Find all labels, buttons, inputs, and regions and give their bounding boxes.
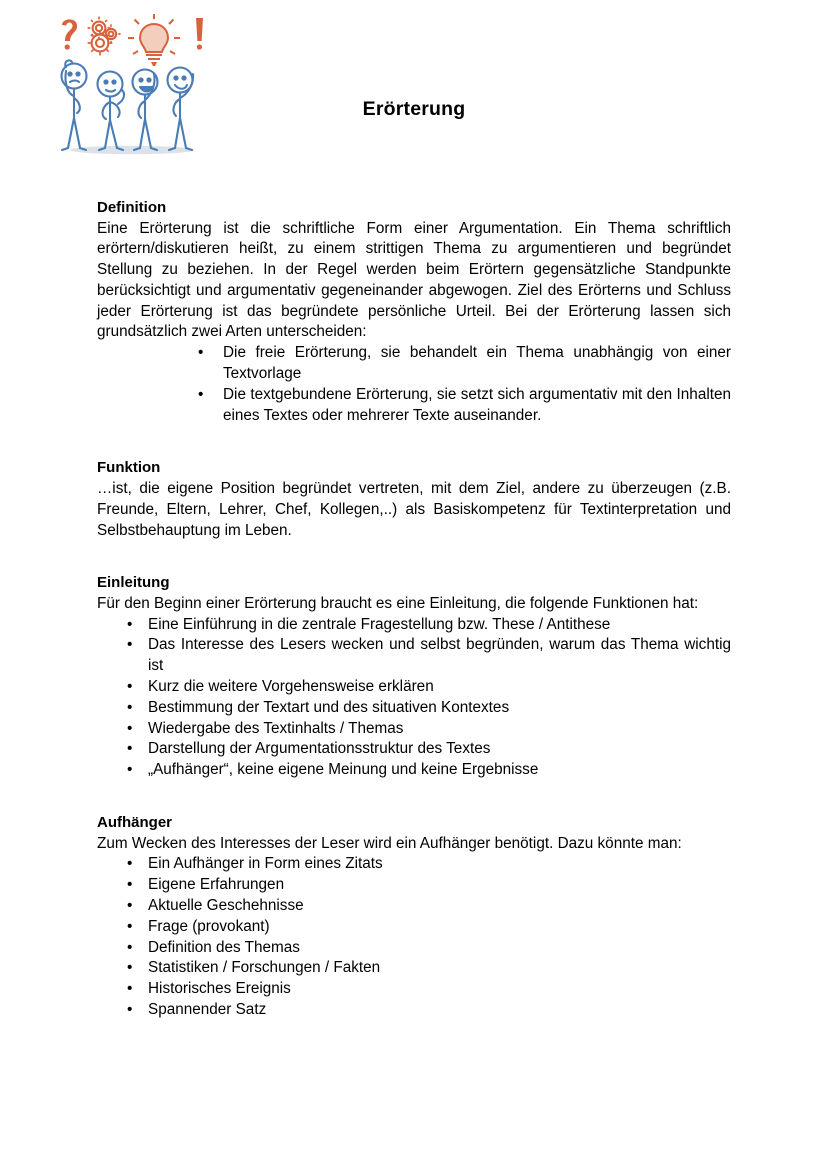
stick-figures-discussion-illustration xyxy=(44,14,216,162)
list-item-label: Wiedergabe des Textinhalts / Themas xyxy=(148,719,404,737)
list-item-label: Eine Einführung in die zentrale Fragestellung bzw. These / Antithese xyxy=(148,615,611,633)
document-body xyxy=(97,198,731,1021)
list-item xyxy=(127,896,731,917)
section-paragraph-funktion: …ist, die eigene Position begründet vertreten, mit dem Ziel, andere zu überzeugen (z.B. Freunde, Eltern, Lehrer, Chef, Kollegen,..) als Basiskompetenz für Textinterpretation und Selbstbehauptung im Leben. xyxy=(97,479,731,539)
gears-icon xyxy=(88,17,121,56)
bullet-icon: • xyxy=(127,876,133,894)
list-item-label: Die textgebundene Erörterung, sie setzt sich argumentativ mit den Inhalten eines Textes oder mehrerer Texte auseinander. xyxy=(223,385,731,424)
list-item xyxy=(127,875,731,896)
section-einleitung xyxy=(97,573,731,781)
section-paragraph-einleitung: Für den Beginn einer Erörterung braucht es eine Einleitung, die folgende Funktionen hat: xyxy=(97,594,699,612)
section-heading-aufhaenger: Aufhänger xyxy=(97,814,172,832)
list-item xyxy=(198,385,731,427)
bullet-icon: • xyxy=(127,615,133,633)
bullet-icon: • xyxy=(127,761,133,779)
list-item xyxy=(127,635,731,677)
list-item xyxy=(127,854,731,875)
section-heading-funktion: Funktion xyxy=(97,459,161,477)
list-item-label: Aktuelle Geschehnisse xyxy=(148,896,304,914)
list-item xyxy=(127,698,731,719)
section-heading-definition: Definition xyxy=(97,199,167,216)
list-item xyxy=(127,719,731,740)
exclamation-mark-icon xyxy=(196,18,203,50)
list-item-label: Eigene Erfahrungen xyxy=(148,876,285,894)
list-item-label: Darstellung der Argumentationsstruktur des Textes xyxy=(148,740,491,758)
section-definition xyxy=(97,198,731,426)
lightbulb-icon xyxy=(128,14,180,66)
bullet-icon: • xyxy=(127,980,133,998)
question-mark-icon xyxy=(62,19,77,49)
section-aufhaenger xyxy=(97,813,731,1021)
aufhaenger-bullet-list xyxy=(127,854,731,1020)
bullet-icon: • xyxy=(127,740,133,758)
bullet-icon: • xyxy=(127,959,133,977)
section-paragraph-aufhaenger: Zum Wecken des Interesses der Leser wird ein Aufhänger benötigt. Dazu könnte man: xyxy=(97,834,682,852)
bullet-icon: • xyxy=(127,917,133,935)
list-item-label: Kurz die weitere Vorgehensweise erklären xyxy=(148,678,434,696)
list-item-label: Statistiken / Forschungen / Fakten xyxy=(148,959,381,977)
document-header xyxy=(0,0,828,170)
bullet-icon: • xyxy=(127,636,133,654)
list-item xyxy=(127,677,731,698)
list-item xyxy=(127,1000,731,1021)
einleitung-bullet-list xyxy=(127,615,731,781)
list-item xyxy=(198,343,731,385)
section-funktion xyxy=(97,458,731,541)
bullet-icon: • xyxy=(198,385,204,403)
list-item xyxy=(127,958,731,979)
bullet-icon: • xyxy=(127,896,133,914)
page-title: Erörterung xyxy=(362,98,466,120)
list-item-label: Definition des Themas xyxy=(148,938,300,956)
list-item xyxy=(127,615,731,636)
list-item xyxy=(127,739,731,760)
section-spacer xyxy=(97,426,731,458)
section-spacer xyxy=(97,541,731,573)
list-item-label: Frage (provokant) xyxy=(148,917,270,935)
section-paragraph-definition: Eine Erörterung ist die schriftliche Form einer Argumentation. Ein Thema schriftlich erörtern/diskutieren heißt, zu einem strittigen Thema zu argumentieren und begründet Stellung zu beziehen. In der Regel werden beim Erörtern gegensätzliche Standpunkte berücksichtigt und argumentativ gegeneinander abgewogen. Ziel des Erörterns und Schluss jeder Erörterung ist das begründete persönliche Urteil. Bei der Erörterung lassen sich grundsätzlich zwei Arten unterscheiden: xyxy=(97,219,731,341)
bullet-icon: • xyxy=(127,719,133,737)
list-item-label: Ein Aufhänger in Form eines Zitats xyxy=(148,855,383,873)
bullet-icon: • xyxy=(127,678,133,696)
list-item-label: Die freie Erörterung, sie behandelt ein Thema unabhängig von einer Textvorlage xyxy=(223,344,731,383)
list-item-label: Historisches Ereignis xyxy=(148,980,291,998)
bullet-icon: • xyxy=(127,855,133,873)
section-spacer xyxy=(97,781,731,813)
list-item-label: „Aufhänger“, keine eigene Meinung und keine Ergebnisse xyxy=(148,761,539,779)
definition-bullet-list xyxy=(198,343,731,426)
section-heading-einleitung: Einleitung xyxy=(97,574,170,592)
bullet-icon: • xyxy=(127,698,133,716)
bullet-icon: • xyxy=(127,938,133,956)
bullet-icon: • xyxy=(198,344,204,362)
list-item-label: Spannender Satz xyxy=(148,1000,267,1018)
bullet-icon: • xyxy=(127,1000,133,1018)
list-item xyxy=(127,979,731,1000)
list-item xyxy=(127,760,731,781)
list-item xyxy=(127,938,731,959)
list-item xyxy=(127,917,731,938)
list-item-label: Bestimmung der Textart und des situativen Kontextes xyxy=(148,698,510,716)
list-item-label: Das Interesse des Lesers wecken und selbst begründen, warum das Thema wichtig ist xyxy=(148,636,731,675)
